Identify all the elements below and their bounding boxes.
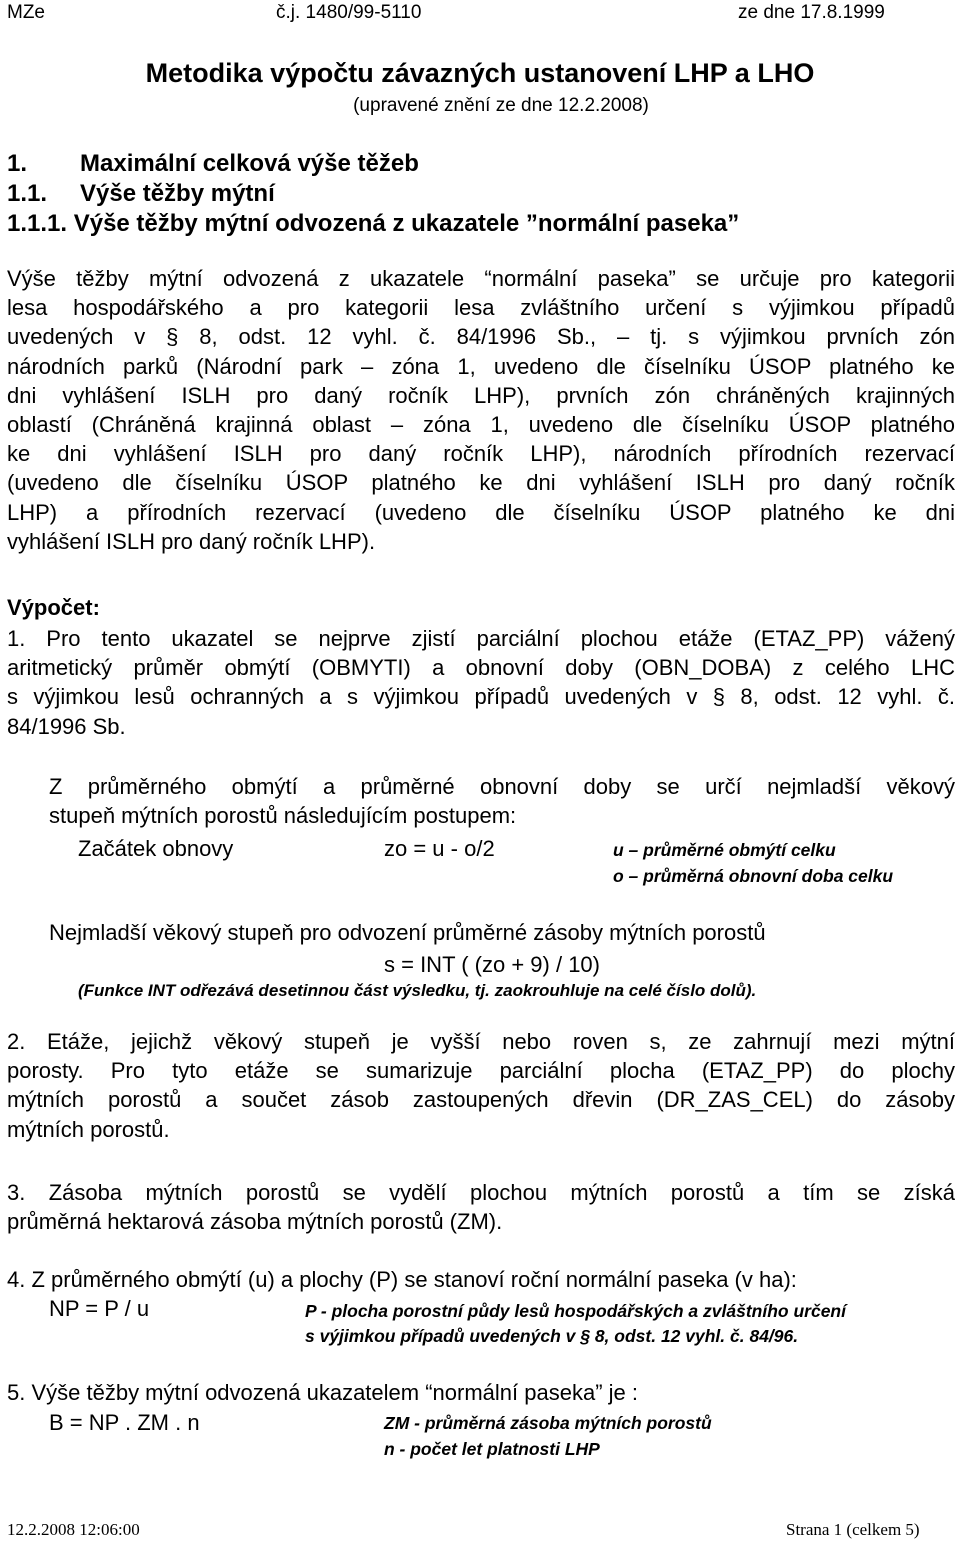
header-reference-number: č.j. 1480/99-5110 bbox=[276, 2, 422, 23]
age-stage-line: Z průměrného obmýtí a průměrné obnovní doby se určí nejmladší věkový bbox=[49, 774, 955, 799]
step-3-line: průměrná hektarová zásoba mýtních porostů (ZM). bbox=[7, 1209, 503, 1235]
intro-line: vyhlášení ISLH pro daný ročník LHP). bbox=[7, 528, 376, 554]
step-5-formula: B = NP . ZM . n bbox=[49, 1410, 200, 1435]
step-1-line: 84/1996 Sb. bbox=[7, 713, 126, 739]
intro-line: Výše těžby mýtní odvozená z ukazatele “normální paseka” se určuje pro kategorii bbox=[7, 266, 955, 291]
step-3-paragraph bbox=[7, 1178, 955, 1236]
heading-1-number: 1. bbox=[7, 150, 28, 177]
intro-line: národních parků (Národní park – zóna 1, uvedeno dle číselníku ÚSOP platného ke bbox=[7, 353, 955, 379]
step-2-line: 2. Etáže, jejichž věkový stupeň je vyšší nebo roven s, ze zahrnují mezi mýtní bbox=[7, 1029, 955, 1054]
document-subtitle: (upravené znění ze dne 12.2.2008) bbox=[353, 95, 649, 116]
age-stage-line: stupeň mýtních porostů následujícím postupem: bbox=[49, 803, 517, 829]
step-2-line: mýtních porostů. bbox=[7, 1116, 170, 1142]
step-5-text: 5. Výše těžby mýtní odvozená ukazatelem “normální paseka” je : bbox=[7, 1380, 638, 1405]
youngest-age-stage-text: Nejmladší věkový stupeň pro odvození průměrné zásoby mýtních porostů bbox=[49, 920, 766, 945]
step-1-line: 1. Pro tento ukazatel se nejprve zjistí parciální plochou etáže (ETAZ_PP) vážený bbox=[7, 626, 955, 651]
intro-line: oblastí (Chráněná krajinná oblast – zóna 1, uvedeno dle číselníku ÚSOP platného bbox=[7, 412, 955, 438]
header-ministry: MZe bbox=[7, 2, 45, 23]
note-o: o – průměrná obnovní doba celku bbox=[613, 866, 894, 886]
step-4-text: 4. Z průměrného obmýtí (u) a plochy (P) se stanoví roční normální paseka (v ha): bbox=[7, 1267, 797, 1292]
header-date: ze dne 17.8.1999 bbox=[738, 2, 885, 23]
step-1-line: s výjimkou lesů ochranných a s výjimkou případů uvedených v § 8, odst. 12 vyhl. č. bbox=[7, 684, 955, 710]
intro-line: uvedených v § 8, odst. 12 vyhl. č. 84/1996 Sb., – tj. s výjimkou prvních zón bbox=[7, 324, 955, 350]
step-4-note-p: P - plocha porostní půdy lesů hospodářských a zvláštního určení bbox=[305, 1301, 846, 1321]
intro-line: ke dni vyhlášení ISLH pro daný ročník LHP), národních přírodních rezervací bbox=[7, 441, 955, 467]
step-2-line: mýtních porostů a součet zásob zastoupených dřevin (DR_ZAS_CEL) do zásoby bbox=[7, 1087, 955, 1113]
footer-page-number: Strana 1 (celkem 5) bbox=[786, 1520, 920, 1539]
start-of-renewal-formula: zo = u - o/2 bbox=[384, 836, 495, 861]
step-2-paragraph bbox=[7, 1027, 955, 1144]
heading-1-1-text: Výše těžby mýtní bbox=[80, 180, 275, 207]
step-1-line: aritmetický průměr obmýtí (OBMYTI) a obnovní doby (OBN_DOBA) z celého LHC bbox=[7, 655, 955, 681]
step-2-line: porosty. Pro tyto etáže se sumarizuje parciální plocha (ETAZ_PP) do plochy bbox=[7, 1058, 955, 1084]
footer-timestamp: 12.2.2008 12:06:00 bbox=[7, 1520, 140, 1539]
step-3-line: 3. Zásoba mýtních porostů se vydělí plochou mýtních porostů a tím se získá bbox=[7, 1180, 955, 1205]
calculation-label: Výpočet: bbox=[7, 595, 100, 620]
step-5-note-n: n - počet let platnosti LHP bbox=[384, 1439, 600, 1459]
youngest-age-stage-formula: s = INT ( (zo + 9) / 10) bbox=[384, 952, 600, 977]
int-function-note: (Funkce INT odřezává desetinnou část výsledku, tj. zaokrouhluje na celé číslo dolů). bbox=[78, 981, 757, 1000]
intro-line: lesa hospodářského a pro kategorii lesa zvláštního určení s výjimkou případů bbox=[7, 295, 955, 321]
step-1-paragraph bbox=[7, 624, 955, 741]
intro-line: (uvedeno dle číselníku ÚSOP platného ke dni vyhlášení ISLH pro daný ročník bbox=[7, 470, 955, 496]
heading-1 bbox=[7, 150, 419, 178]
intro-line: LHP) a přírodních rezervací (uvedeno dle číselníku ÚSOP platného ke dni bbox=[7, 499, 955, 525]
heading-1-1-number: 1.1. bbox=[7, 180, 48, 207]
heading-1-text: Maximální celková výše těžeb bbox=[80, 150, 419, 177]
step-4-formula: NP = P / u bbox=[49, 1296, 150, 1321]
step-4-note-exception: s výjimkou případů uvedených v § 8, odst. 12 vyhl. č. 84/96. bbox=[305, 1326, 799, 1346]
intro-line: dni vyhlášení ISLH pro daný ročník LHP), prvních zón chráněných krajinných bbox=[7, 382, 955, 408]
start-of-renewal-label: Začátek obnovy bbox=[78, 836, 234, 861]
note-u: u – průměrné obmýtí celku bbox=[613, 840, 836, 860]
age-stage-intro bbox=[49, 772, 955, 830]
document-title: Metodika výpočtu závazných ustanovení LHP a LHO bbox=[145, 58, 815, 88]
heading-1-1 bbox=[7, 180, 275, 208]
step-5-note-zm: ZM - průměrná zásoba mýtních porostů bbox=[384, 1413, 712, 1433]
intro-paragraph bbox=[7, 264, 955, 556]
heading-1-1-1: 1.1.1. Výše těžby mýtní odvozená z ukazatele ”normální paseka” bbox=[7, 210, 740, 237]
